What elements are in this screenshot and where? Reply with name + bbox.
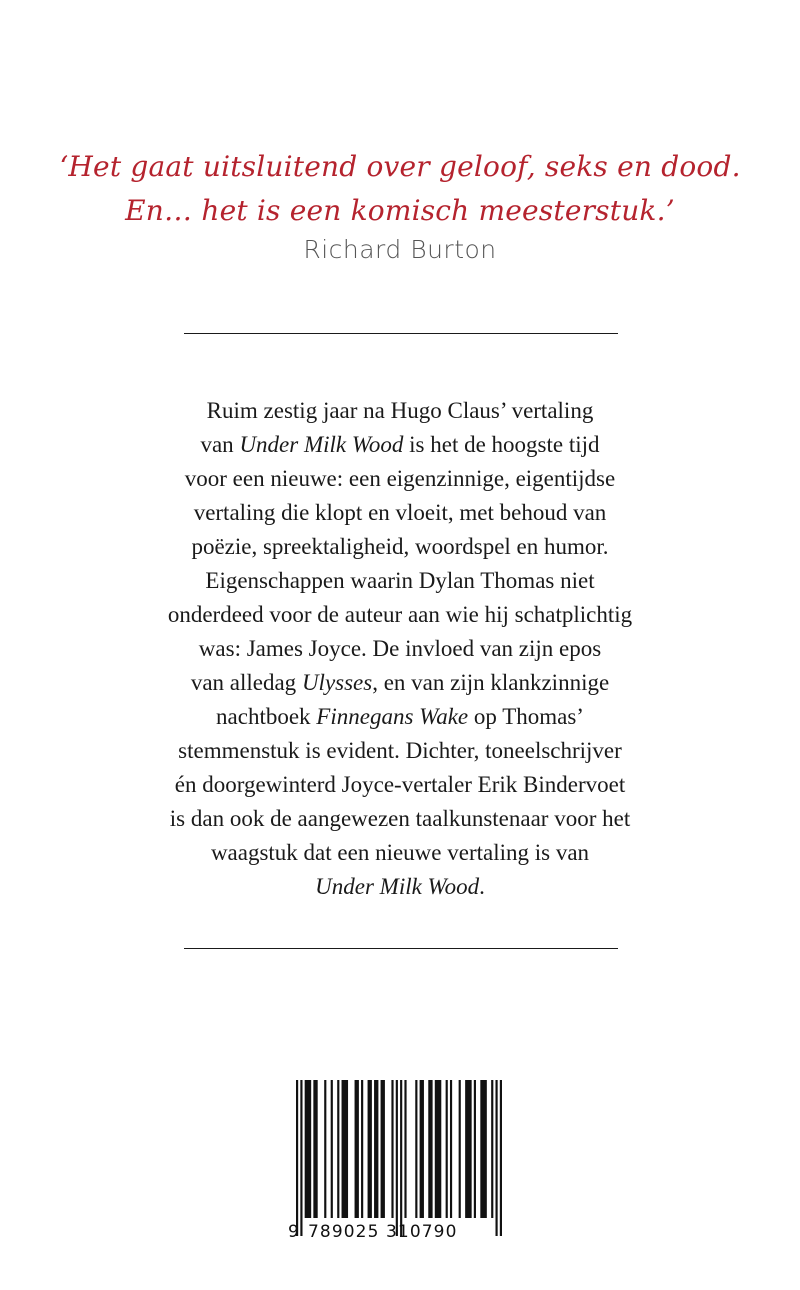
barcode-bar bbox=[342, 1080, 349, 1218]
quote-line-2: En… het is een komisch meesterstuk.’ bbox=[125, 194, 675, 227]
barcode-bar bbox=[450, 1080, 452, 1218]
blurb-text-run: én doorgewinterd Joyce-vertaler Erik Bindervoet bbox=[174, 772, 626, 797]
blurb-line bbox=[120, 598, 680, 632]
isbn-remaining-digits: 789025 310790 bbox=[308, 1222, 458, 1242]
barcode-bar bbox=[381, 1080, 385, 1218]
barcode-bar bbox=[361, 1080, 363, 1218]
barcode-guard-bar bbox=[495, 1080, 497, 1236]
barcode-bar bbox=[480, 1080, 487, 1218]
blurb-italic-title: Under Milk Wood bbox=[315, 874, 480, 899]
barcode-bar bbox=[337, 1080, 339, 1218]
blurb-italic-title: Under Milk Wood bbox=[239, 432, 404, 457]
blurb-text-run: voor een nieuwe: een eigenzinnige, eigentijdse bbox=[184, 466, 616, 491]
blurb-text-run: is dan ook de aangewezen taalkunstenaar voor het bbox=[169, 806, 631, 831]
blurb-line bbox=[120, 836, 680, 870]
blurb-line bbox=[120, 564, 680, 598]
blurb-line bbox=[120, 462, 680, 496]
barcode-bar bbox=[428, 1080, 432, 1218]
blurb-text-run: op Thomas’ bbox=[468, 704, 584, 729]
barcode-bar bbox=[491, 1080, 493, 1218]
barcode-guard-bar bbox=[500, 1080, 502, 1236]
blurb-text-run: waagstuk dat een nieuwe vertaling is van bbox=[210, 840, 590, 865]
barcode-bar bbox=[324, 1080, 326, 1218]
barcode-guard-bar bbox=[300, 1080, 302, 1236]
barcode-bar bbox=[474, 1080, 476, 1218]
blurb-line bbox=[120, 700, 680, 734]
barcode-bar bbox=[404, 1080, 406, 1218]
barcode bbox=[296, 1080, 502, 1240]
barcode-bar bbox=[374, 1080, 378, 1218]
blurb-text-run: , en van zijn klankzinnige bbox=[372, 670, 610, 695]
blurb-italic-title: Finnegans Wake bbox=[316, 704, 469, 729]
barcode-bar bbox=[355, 1080, 359, 1218]
blurb-text-run: onderdeed voor de auteur aan wie hij schatplichtig bbox=[167, 602, 633, 627]
blurb-italic-title: Ulysses bbox=[301, 670, 373, 695]
divider-bottom bbox=[184, 948, 618, 949]
blurb-text-run: . bbox=[479, 874, 485, 899]
barcode-bar bbox=[415, 1080, 417, 1218]
barcode-bar bbox=[391, 1080, 393, 1218]
blurb-text-run: poëzie, spreektaligheid, woordspel en humor. bbox=[191, 534, 609, 559]
barcode-guard-bar bbox=[296, 1080, 298, 1236]
blurb-line bbox=[120, 666, 680, 700]
blurb-line bbox=[120, 394, 680, 428]
barcode-bar bbox=[459, 1080, 461, 1218]
blurb-line bbox=[120, 768, 680, 802]
blurb-text-run: van alledag bbox=[190, 670, 302, 695]
quote-author: Richard Burton bbox=[303, 235, 497, 264]
barcode-bar bbox=[420, 1080, 424, 1218]
barcode-bar bbox=[305, 1080, 312, 1218]
barcode-guard-bar bbox=[396, 1080, 398, 1236]
barcode-bar bbox=[368, 1080, 372, 1218]
blurb-line bbox=[120, 734, 680, 768]
blurb-text-run: nachtboek bbox=[216, 704, 317, 729]
barcode-bar bbox=[313, 1080, 317, 1218]
blurb-text-run: Eigenschappen waarin Dylan Thomas niet bbox=[205, 568, 595, 593]
blurb-text-run: van bbox=[200, 432, 240, 457]
quote bbox=[0, 145, 800, 233]
blurb-text-run: Ruim zestig jaar na Hugo Claus’ vertaling bbox=[206, 398, 594, 423]
blurb-line bbox=[120, 802, 680, 836]
blurb-line bbox=[120, 530, 680, 564]
divider-top bbox=[184, 333, 618, 334]
isbn-first-digit: 9 bbox=[288, 1222, 300, 1242]
barcode-bar bbox=[446, 1080, 448, 1218]
barcode-guard-bar bbox=[400, 1080, 402, 1236]
blurb-line bbox=[120, 428, 680, 462]
blurb-text-run: stemmenstuk is evident. Dichter, toneelschrijver bbox=[178, 738, 622, 763]
barcode-bar bbox=[331, 1080, 333, 1218]
blurb-line bbox=[120, 870, 680, 904]
barcode-bar bbox=[465, 1080, 472, 1218]
blurb-line bbox=[120, 632, 680, 666]
barcode-bar bbox=[435, 1080, 442, 1218]
blurb-text-run: vertaling die klopt en vloeit, met behoud van bbox=[193, 500, 607, 525]
blurb-line bbox=[120, 496, 680, 530]
blurb-text-run: was: James Joyce. De invloed van zijn epos bbox=[198, 636, 602, 661]
blurb-text-run: is het de hoogste tijd bbox=[403, 432, 600, 457]
barcode-bars bbox=[296, 1080, 502, 1240]
blurb-text bbox=[120, 394, 680, 904]
quote-line-1: ‘Het gaat uitsluitend over geloof, seks en dood. bbox=[59, 150, 741, 183]
